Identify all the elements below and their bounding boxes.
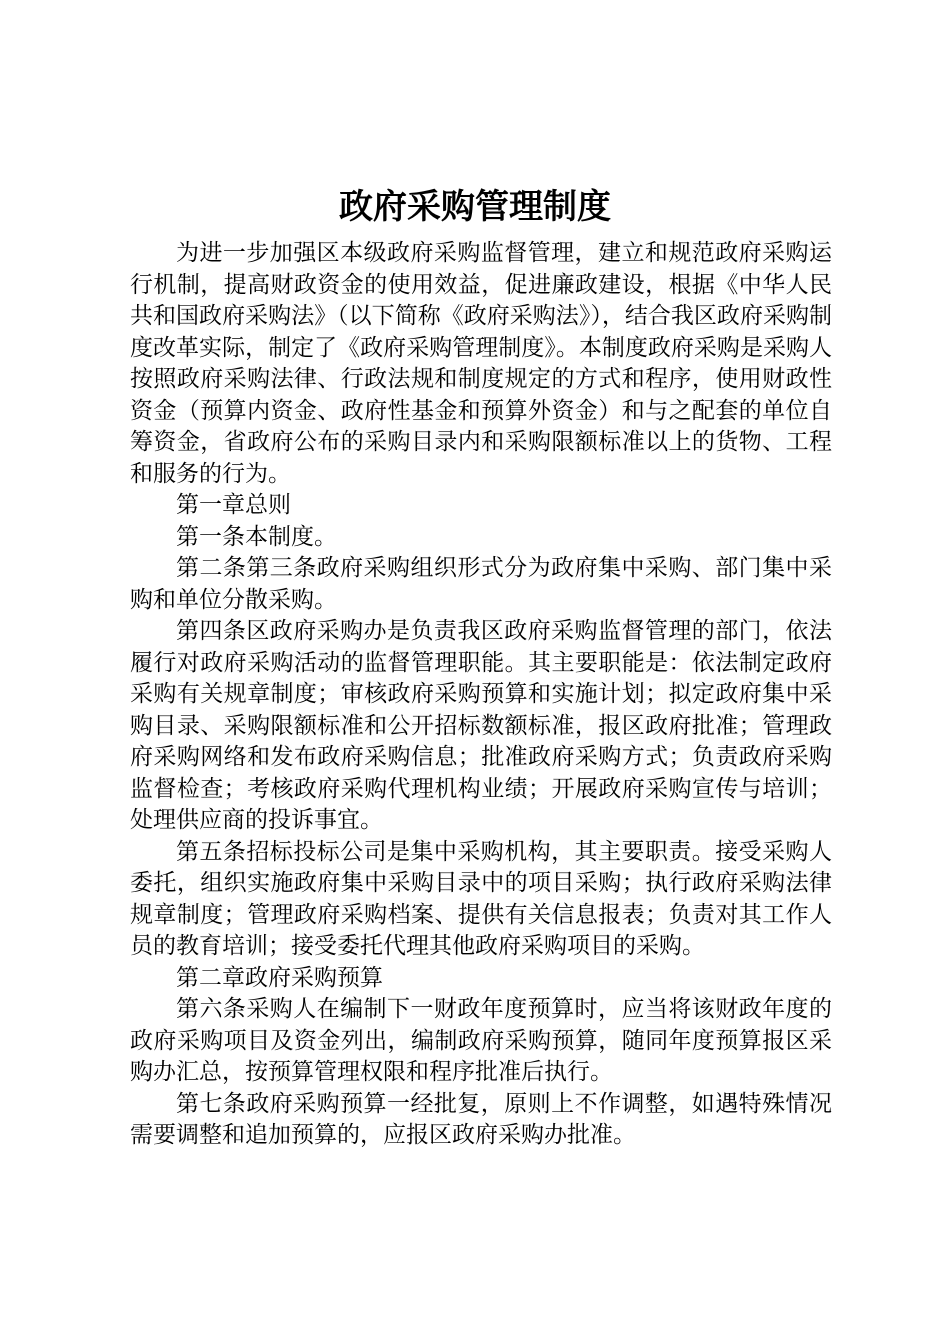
article-paragraph: 第二条第三条政府采购组织形式分为政府集中采购、部门集中采购和单位分散采购。 — [130, 555, 832, 613]
article-paragraph: 第五条招标投标公司是集中采购机构，其主要职责。接受采购人委托，组织实施政府集中采购目录中的项目采购；执行政府采购法律规章制度；管理政府采购档案、提供有关信息报表；负责对其工作人员的教育培训；接受委托代理其他政府采购项目的采购。 — [130, 838, 832, 959]
document-title: 政府采购管理制度 — [339, 187, 611, 227]
article-paragraph: 第四条区政府采购办是负责我区政府采购监督管理的部门，依法履行对政府采购活动的监督管理职能。其主要职能是：依法制定政府采购有关规章制度；审核政府采购预算和实施计划；拟定政府集中采购目录、采购限额标准和公开招标数额标准，报区政府批准；管理政府采购网络和发布政府采购信息；批准政府采购方式；负责政府采购监督检查；考核政府采购代理机构业绩；开展政府采购宣传与培训；处理供应商的投诉事宜。 — [130, 618, 832, 833]
document-body — [130, 238, 832, 1152]
article-paragraph: 第六条采购人在编制下一财政年度预算时，应当将该财政年度的政府采购项目及资金列出，编制政府采购预算，随同年度预算报区采购办汇总，按预算管理权限和程序批准后执行。 — [130, 996, 832, 1085]
article-paragraph: 第一条本制度。 — [176, 523, 337, 550]
chapter-heading: 第一章总则 — [176, 492, 291, 518]
paragraph-intro: 为进一步加强区本级政府采购监督管理，建立和规范政府采购运行机制，提高财政资金的使用效益，促进廉政建设，根据《中华人民共和国政府采购法》（以下简称《政府采购法》），结合我区政府采购制度改革实际，制定了《政府采购管理制度》。本制度政府采购是采购人按照政府采购法律、行政法规和制度规定的方式和程序，使用财政性资金（预算内资金、政府性基金和预算外资金）和与之配套的单位自筹资金，省政府公布的采购目录内和采购限额标准以上的货物、工程和服务的行为。 — [130, 240, 832, 487]
article-paragraph: 第七条政府采购预算一经批复，原则上不作调整，如遇特殊情况需要调整和追加预算的，应报区政府采购办批准。 — [130, 1090, 832, 1148]
chapter-heading: 第二章政府采购预算 — [176, 964, 383, 991]
